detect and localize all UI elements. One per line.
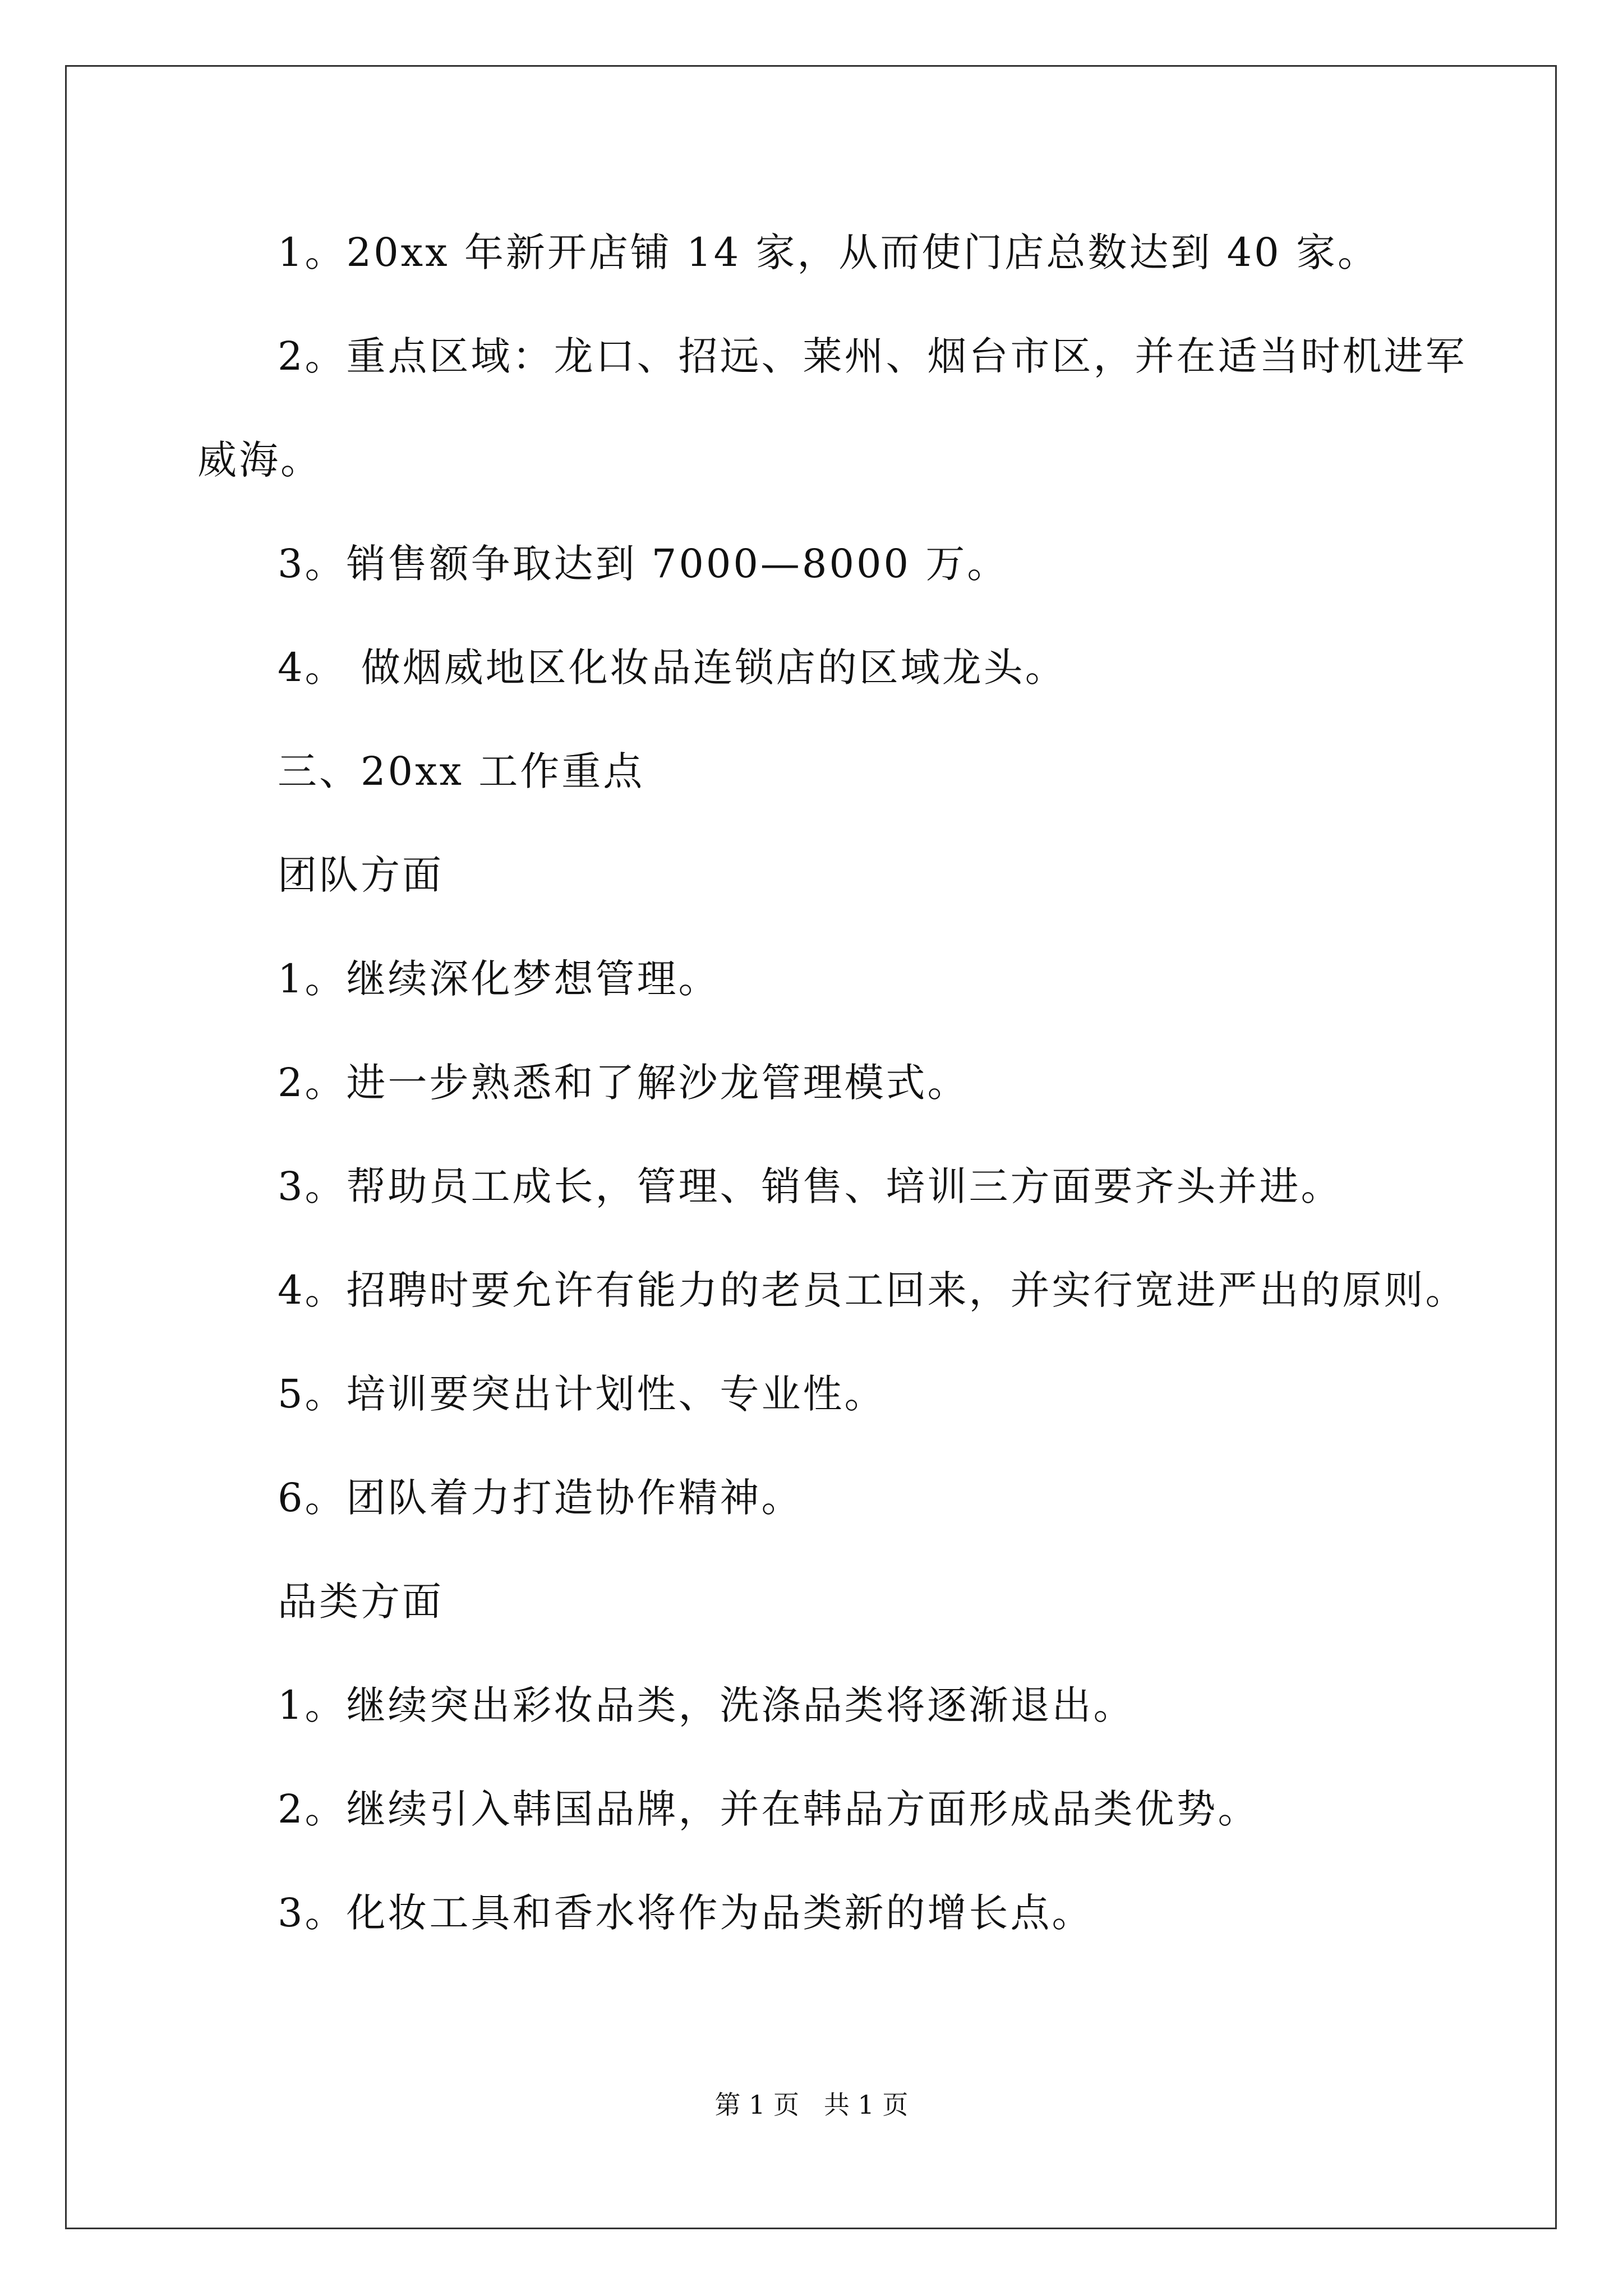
text-line: 3。帮助员工成长，管理、销售、培训三方面要齐头并进。 <box>278 1163 1343 1209</box>
text-line: 1。继续突出彩妆品类，洗涤品类将逐渐退出。 <box>278 1682 1135 1728</box>
page-footer: 第 1 页 共 1 页 <box>714 2090 909 2120</box>
text-line: 1。继续深化梦想管理。 <box>278 956 720 1002</box>
text-line: 2。进一步熟悉和了解沙龙管理模式。 <box>278 1060 969 1106</box>
section-heading: 三、20xx 工作重点 <box>278 748 645 794</box>
text-line: 2。重点区域：龙口、招远、莱州、烟台市区，并在适当时机进军 <box>278 333 1467 379</box>
text-line: 4。招聘时要允许有能力的老员工回来，并实行宽进严出的原则。 <box>278 1267 1467 1313</box>
text-line: 3。销售额争取达到 7000—8000 万。 <box>278 541 1009 587</box>
subsection-heading: 品类方面 <box>278 1579 444 1625</box>
text-line: 2。继续引入韩国品牌，并在韩品方面形成品类优势。 <box>278 1786 1260 1832</box>
text-line: 1。20xx 年新开店铺 14 家，从而使门店总数达到 40 家。 <box>278 229 1379 275</box>
subsection-heading: 团队方面 <box>278 852 444 898</box>
text-line: 4。 做烟威地区化妆品连锁店的区域龙头。 <box>278 645 1067 691</box>
text-line: 5。培训要突出计划性、专业性。 <box>278 1371 886 1417</box>
text-line: 3。化妆工具和香水将作为品类新的增长点。 <box>278 1890 1094 1936</box>
text-line: 6。团队着力打造协作精神。 <box>278 1475 803 1521</box>
text-line: 威海。 <box>197 437 322 483</box>
